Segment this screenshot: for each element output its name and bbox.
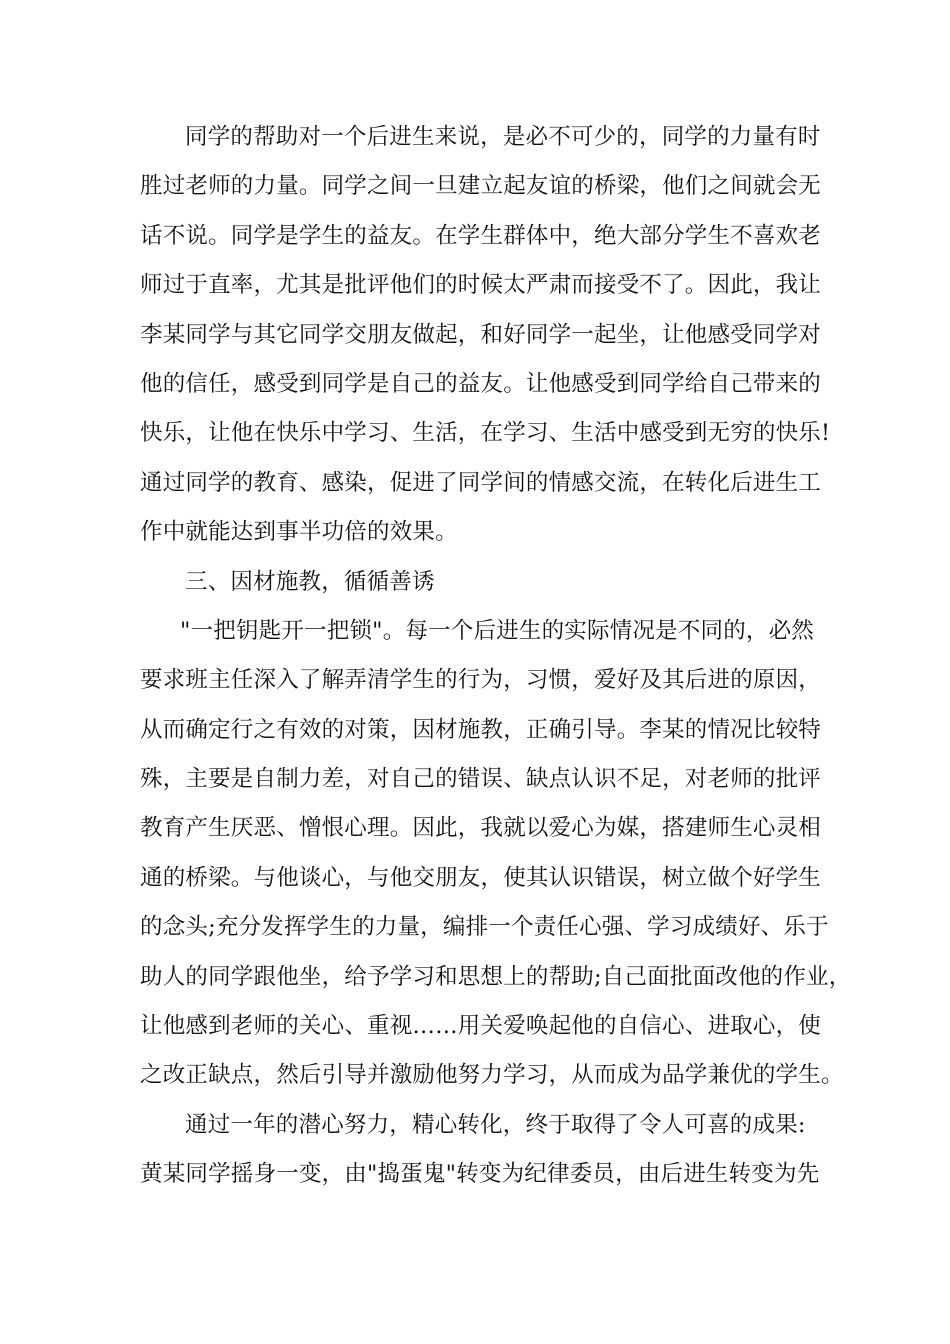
text-line: 殊，主要是自制力差，对自己的错误、缺点认识不足，对老师的批评 xyxy=(140,766,822,793)
text-line: 助人的同学跟他坐，给予学习和思想上的帮助;自己面批面改他的作业， xyxy=(140,963,852,990)
document-body xyxy=(140,113,852,1200)
text-line: 作中就能达到事半功倍的效果。 xyxy=(140,519,458,546)
text-line: 的念头;充分发挥学生的力量，编排一个责任心强、学习成绩好、乐于 xyxy=(140,914,829,941)
text-line: "一把钥匙开一把锁"。每一个后进生的实际情况是不同的，必然 xyxy=(180,617,814,644)
text-line: 要求班主任深入了解弄清学生的行为，习惯，爱好及其后进的原因， xyxy=(140,667,822,694)
text-line: 胜过老师的力量。同学之间一旦建立起友谊的桥梁，他们之间就会无 xyxy=(140,173,822,200)
text-line: 他的信任，感受到同学是自己的益友。让他感受到同学给自己带来的 xyxy=(140,370,822,397)
text-line: 教育产生厌恶、憎恨心理。因此，我就以爱心为媒，搭建师生心灵相 xyxy=(140,815,822,842)
text-line: 师过于直率，尤其是批评他们的时候太严肃而接受不了。因此，我让 xyxy=(140,272,822,299)
text-line: 通过同学的教育、感染，促进了同学间的情感交流，在转化后进生工 xyxy=(140,469,822,496)
text-line: 通的桥梁。与他谈心，与他交朋友，使其认识错误，树立做个好学生 xyxy=(140,864,822,891)
text-line: 快乐，让他在快乐中学习、生活，在学习、生活中感受到无穷的快乐! xyxy=(140,420,831,447)
text-line: 之改正缺点，然后引导并激励他努力学习，从而成为品学兼优的学生。 xyxy=(140,1062,844,1089)
text-line: 李某同学与其它同学交朋友做起，和好同学一起坐，让他感受同学对 xyxy=(140,321,822,348)
text-line: 通过一年的潜心努力，精心转化，终于取得了令人可喜的成果: xyxy=(185,1111,806,1138)
text-line: 从而确定行之有效的对策，因材施教，正确引导。李某的情况比较特 xyxy=(140,716,822,743)
text-line: 话不说。同学是学生的益友。在学生群体中，绝大部分学生不喜欢老 xyxy=(140,222,822,249)
text-line: 让他感到老师的关心、重视……用关爱唤起他的自信心、进取心，使 xyxy=(140,1013,822,1040)
text-line: 同学的帮助对一个后进生来说，是必不可少的，同学的力量有时 xyxy=(185,124,821,150)
section-heading: 三、因材施教，循循善诱 xyxy=(185,568,435,595)
text-line: 黄某同学摇身一变，由"捣蛋鬼"转变为纪律委员，由后进生转变为先 xyxy=(140,1161,820,1188)
